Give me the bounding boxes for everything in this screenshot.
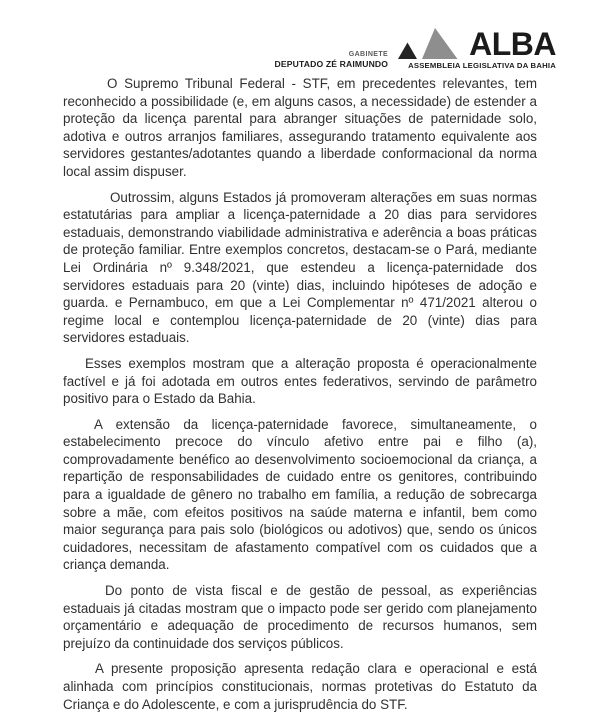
paragraph-estados-alteracoes: Outrossim, alguns Estados já promoveram alterações em suas normas estatutárias para ampliar a licença-paternidade a 20 dias para servidores estaduais, demonstrando viabilidade administrativa e aderência a boas práticas de proteção familiar. Entre exemplos concretos, destacam-se o Pará, mediante Lei Ordinária nº 9.348/2021, que estendeu a licença-paternidade dos servidores estaduais para 20 (vinte) dias, incluindo hipóteses de adoção e guarda. e Pernambuco, em que a Lei Complementar nº 471/2021 alterou o regime local e contemplou licença-paternidade de 20 (vinte) dias para servidores estaduais.	[63, 189, 537, 346]
paragraph-stf-precedentes: O Supremo Tribunal Federal - STF, em precedentes relevantes, tem reconhecido a possibilidade (e, em alguns casos, a necessidade) de estender a proteção da licença parental para abranger situações de paternidade solo, adotiva e outros arranjos familiares, assegurando tratamento equivalente aos servidores gestantes/adotantes quando a liberdade conformacional da norma local assim dispuser.	[63, 76, 537, 179]
alba-logo-subtitle: ASSEMBLEIA LEGISLATIVA DA BAHIA	[408, 61, 556, 70]
alba-logo-text: ALBA	[469, 26, 556, 62]
alba-logo	[397, 28, 556, 70]
office-label: GABINETE	[348, 51, 389, 58]
alba-logo-top	[397, 26, 556, 62]
paragraph-proposicao-alinhada: A presente proposição apresenta redação clara e operacional e está alinhada com princípios constitucionais, normas protetivas do Estatuto da Criança e do Adolescente, e com a jurisprudência do STF.	[63, 661, 537, 712]
paragraph-extensao-beneficios: A extensão da licença-paternidade favorece, simultaneamente, o estabelecimento precoce do vínculo afetivo entre pai e filho (a), comprovadamente benéfico ao desenvolvimento socioemocional da criança, a repartição de responsabilidades de cuidado entre os genitores, contribuindo para a igualdade de gênero no trabalho em família, a redução de sobrecarga sobre a mãe, com efeitos positivos na saúde materna e infantil, bem como maior segurança para pais solo (biológicos ou adotivos) que, sendo os únicos cuidadores, necessitam de afastamento compatível com os cuidados que a criança demanda.	[63, 416, 537, 573]
document-body	[0, 70, 600, 713]
document-header	[0, 0, 600, 70]
deputy-name: DEPUTADO ZÉ RAIMUNDO	[274, 59, 389, 69]
paragraph-exemplos-factivel: Esses exemplos mostram que a alteração proposta é operacionalmente factível e já foi adotada em outros entes federativos, servindo de parâmetro positivo para o Estado da Bahia.	[63, 355, 537, 407]
alba-triangles-icon	[397, 28, 458, 59]
office-block	[275, 50, 389, 70]
paragraph-impacto-fiscal: Do ponto de vista fiscal e de gestão de pessoal, as experiências estaduais já citadas mostram que o impacto pode ser gerido com planejamento orçamentário e adequação de procedimento de recursos humanos, sem prejuízo da continuidade dos serviços públicos.	[63, 583, 537, 651]
